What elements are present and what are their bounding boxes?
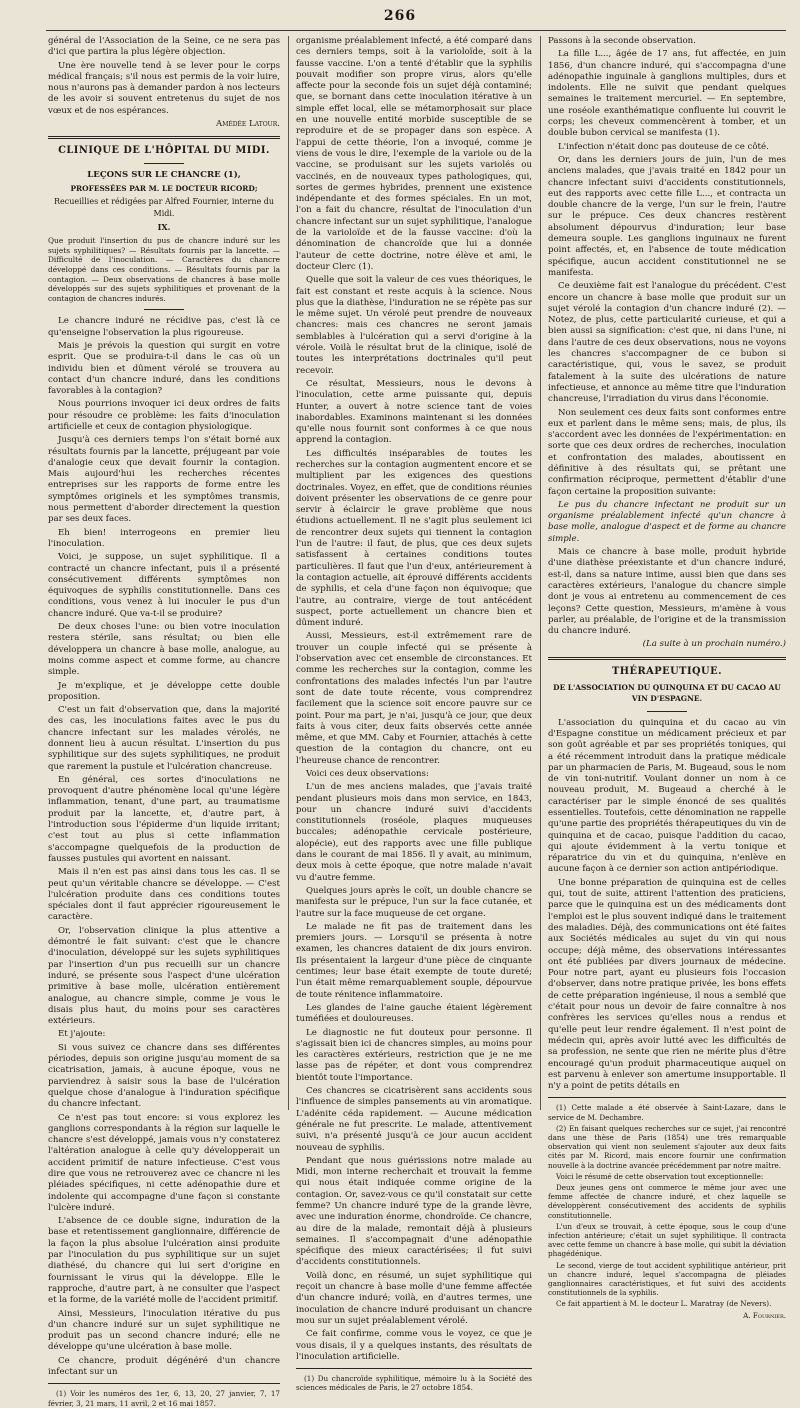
divider [144, 163, 184, 164]
paragraph: Passons à la seconde observation. [548, 36, 696, 46]
paragraph: L'association du quinquina et du cacao au vin d'Espagne constitue un médicament précieux et par son goût agréable et par ses propriétés toniques, qui a été récemment introduit dans la pratique médicale par un pharmacien de Paris, M. Bugeaud, sous le nom de vin toni-nutritif. Voulant donner un nom à ce nouveau produit, M. Bugeaud a cherché à le caractériser par le simple énoncé de ses qualités essentielles. Toutefois, cette dénomination ne rappelle qu'une partie des propriétés thérapeutiques du vin de quinquina et de cacao, puisque l'addition du cacao, qui ajoute évidemment à la vertu tonique et réparatrice du vin et du quinquina, n'enlève en aucune façon à ce dernier son action antipériodique. [548, 717, 786, 875]
paragraph: C'est un fait d'observation que, dans la majorité des cas, les inoculations faites avec le pus du chancre infectant sur les malades vérolés, ne donnent lieu à aucun résultat. L'insertion du pus syphilitique sur des sujets syphilitiques, ne produit que rarement la pustule et l'ulcération chancreuse. [48, 705, 280, 772]
paragraph: Le diagnostic ne fut douteux pour personne. Il s'agissait bien ici de chancres simples, au moins pour les caractères extérieurs, restriction que je ne me lasse pas de répéter, et dont vous comprendrez bientôt toute l'importance. [296, 1027, 532, 1083]
paragraph: Si vous suivez ce chancre dans ses différentes périodes, depuis son origine jusqu'au moment de sa cicatrisation, jamais, à aucune époque, vous ne parviendrez à saisir sous la base de l'ulcération quelque chose d'analogue à l'induration spécifique du chancre infectant. [48, 1042, 280, 1110]
divider [647, 711, 687, 712]
column-3 [548, 36, 786, 1320]
summary: Que produit l'insertion du pus de chancre induré sur les sujets syphilitiques? — Résultats fournis par la lancette. — Difficulté de l'inoculation. — Caractères du chancre développé dans ces conditions. — Résultats fournis par la contagion. — Deux observations de chancres à base molle développés sur des sujets syphilitiques et provenant de la contagion de chancres indurés. [48, 236, 280, 303]
footnote-text: Deux jeunes gens ont commerce le même jour avec une femme affectée de chancre induré, et chez laquelle se développèrent consécutivement des accidents de syphilis constitutionnelle. [548, 1183, 786, 1220]
section-title: CLINIQUE DE L'HÔPITAL DU MIDI. [58, 145, 270, 157]
paragraph: Le pus du chancre infectant ne produit sur un organisme préalablement infecté qu'un chancre à base molle, analogue d'aspect et de forme au chancre simple. [548, 499, 786, 544]
paragraph: Une bonne préparation de quinquina est de celles qui, tout de suite, attirent l'attention des praticiens, parce que le quinquina est un des médicaments dont l'emploi est le plus souvent indiqué dans le traitement des maladies. Déjà, des communications ont été faites aux Sociétés médicales au sujet du vin qui nous occupe; déjà même, des observations intéressantes ont été publiées par divers journaux de médecine. Pour notre part, ayant eu plusieurs fois l'occasion d'observer, dans notre pratique privée, les bons effets de cette préparation ingénieuse, il nous a semblé que c'était pour nous un devoir de faire connaître à nos confrères les services qu'elles nous a rendus et qu'elle peut leur rendre également. Il n'est point de médecin qui, après avoir lutté avec les difficultés de sa profession, ne sente que rien ne mérite plus d'être encouragé qu'un produit pharmaceutique auquel on est parvenu à enlever son amertume insupportable. Il n'y a point de petits détails en [548, 877, 786, 1092]
paragraph: Voici ces deux observations: [306, 769, 429, 779]
continued-note: (La suite à un prochain numéro.) [642, 639, 786, 650]
header-rule [46, 30, 786, 31]
paragraph: Les difficultés inséparables de toutes les recherches sur la contagion augmentent encore et se multiplient par les exigences des questions doctrinales. Voyez, en effet, que de conditions réunies doivent présenter les observations de ce genre pour servir à éclaircir le grave problème que nous étudions actuellement. Il ne s'agit plus seulement ici de rencontrer deux sujets qui tiennent la contagion l'un de l'autre: il faut, de plus, que ces deux sujets satisfassent à certaines conditions toutes particulières. Il faut que l'un d'eux, antérieurement à la contagion actuelle, ait éprouvé différents accidents de syphilis, et cela d'une façon non équivoque; que l'autre, au contraire, vierge de tout antécédent suspect, porte actuellement un chancre bien et dûment induré. [296, 448, 532, 629]
footnote-text: (1) Cette malade a été observée à Saint-Lazare, dans le service de M. Dechambre. [548, 1103, 786, 1122]
paragraph: Voici, je suppose, un sujet syphilitique. Il a contracté un chancre infectant, puis il a présenté consécutivement différents symptômes non équivoques de syphilis constitutionnelle. Dans ces conditions, vous venez à lui inoculer le pus d'un chancre induré. Que va-t-il se produire? [48, 552, 280, 619]
column-1 [48, 36, 280, 1408]
paragraph: L'infection n'était donc pas douteuse de ce côté. [558, 141, 769, 152]
section-title: THÉRAPEUTIQUE. [612, 665, 722, 677]
paragraph: L'un de mes anciens malades, que j'avais traité pendant plusieurs mois dans mon service, en 1843, pour un chancre induré suivi d'accidents constitutionnels (roséole, plaques muqueuses buccales; adénopathie cervicale postérieure, alopécie), eut des rapports avec une fille publique dans le courant de mai 1856. Il y avait, au minimum, deux mois à cette époque, que notre malade n'avait vu d'autre femme. [296, 782, 532, 883]
paragraph: organisme préalablement infecté, a été comparé dans ces derniers temps, soit à la varioloïde, soit à la fausse vaccine. L'on a tenté d'établir que la syphilis pouvait modifier son propre virus, alors qu'elle affecte pour la seconde fois un sujet déjà contaminé; que, se bornant dans cette inoculation itérative à un simple effet local, elle se métamorphosait sur place en une nouvelle entité morbide susceptible de se reproduire et de se propager dans son espèce. A l'appui de cette théorie, l'on a invoqué, comme je viens de vous le dire, l'exemple de la variole ou de la vaccine, se produisant sur les sujets variolés ou vaccinés, en de nouveaux types pathologiques, qui, sortes de germes hybrides, prennent une existence indépendante et des formes spéciales. En un mot, l'on a fait du chancre, résultat de l'inoculation d'un chancre infectant sur un sujet syphilitique, l'analogue de la varioloïde et de la fausse vaccine: d'où la dénomination de chancroïde que lui a donnée l'auteur de cette doctrine, notre élève et ami, le docteur Clerc (1). [296, 36, 532, 272]
column-divider [288, 36, 289, 1110]
footnote-text: (2) En faisant quelques recherches sur ce sujet, j'ai rencontré dans une thèse de Paris (1854) une très remarquable observation qui vient non seulement s'ajouter aux deux faits cités par M. Ricord, mais encore fournir une confirmation nouvelle à la doctrine avancée précédemment par notre maître. [548, 1123, 786, 1170]
paragraph: Ce fait confirme, comme vous le voyez, ce que je vous disais, il y a quelques instants, des résultats de l'inoculation artificielle. [296, 1329, 532, 1362]
paragraph: Ce résultat, Messieurs, nous le devons à l'inoculation, cette arme puissante qui, depuis Hunter, a ouvert à notre science tant de voies inabordables. Examinons maintenant si les données qu'elle nous fournit sont conformes à ce que nous apprend la contagion. [296, 378, 532, 446]
paragraph: Ce deuxième fait est l'analogue du précédent. C'est encore un chancre à base molle que produit sur un sujet vérolé la contagion d'un chancre induré (2). — Notez, de plus, cette particularité curieuse, et qui a bien aussi sa signification: c'est que, ni dans l'une, ni dans l'autre de ces deux observations, nous ne voyons les chancres s'accompagner de ce bubon si caractéristique, qui, vous le savez, se produit fatalement à la suite des ulcérations de nature infectieuse, et annonce au même titre que l'induration chancreuse, l'irradiation du virus dans l'économie. [548, 281, 786, 405]
paragraph: Voilà donc, en résumé, un sujet syphilitique qui reçoit un chancre à base molle d'une femme affectée d'un chancre induré; voilà, en d'autres termes, une inoculation de chancre induré produisant un chancre mou sur un sujet préalablement vérolé. [296, 1270, 532, 1326]
paragraph: Eh bien! interrogeons en premier lieu l'inoculation. [48, 527, 280, 549]
paragraph: Ce n'est pas tout encore: si vous explorez les ganglions correspondants à la région sur laquelle le chancre s'est développé, jamais vous n'y constaterez l'altération analogue à celle qu'y développerait un accident primitif de nature infectieuse. C'est vous dire que vous ne retrouverez avec ce chancre ni les pléiades spécifiques, ni cette adénopathie dure et indolente qui accompagne d'une façon si constante l'ulcère induré. [48, 1112, 280, 1213]
professor-line: PROFESSÉES PAR M. LE DOCTEUR RICORD; [70, 183, 258, 193]
paragraph: Les glandes de l'aine gauche étaient légèrement tuméfiées et douloureuses. [296, 1002, 532, 1025]
paragraph: Or, l'observation clinique la plus attentive a démontré le fait suivant: c'est que le chancre d'inoculation, développé sur les sujets syphilitiques par l'insertion d'un pus recueilli sur un chancre induré, se présente sous l'aspect d'une ulcération primitive à base molle, ulcération entièrement analogue, au chancre simple, comme je vous le disais plus haut, du moins pour ses caractères extérieurs. [48, 925, 280, 1027]
footnote-signature: A. Fournier. [743, 1310, 786, 1320]
column-2 [296, 36, 532, 1393]
divider [144, 309, 184, 310]
paragraph: Ainsi, Messieurs, l'inoculation itérative du pus d'un chancre induré sur un sujet syphilitique ne produit pas un second chancre induré; elle ne développe qu'une ulcération à base molle. [48, 1308, 280, 1353]
paragraph: Une ère nouvelle tend à se lever pour le corps médical français; s'il nous est permis de la voir luire, nous n'aurons pas à demander pardon à nos lecteurs de les avoir si souvent entretenus du sujet de nos vœux et de nos espérances. [48, 60, 280, 116]
lecture-title: LEÇONS SUR LE CHANCRE (1), [87, 169, 241, 180]
footnote-text: (1) Voir les numéros des 1er, 6, 13, 20, 27 janvier, 7, 17 février, 3, 21 mars, 11 avril, 2 et 16 mai 1857. [48, 1389, 280, 1408]
paragraph: Nous pourrions invoquer ici deux ordres de faits pour résoudre ce problème: les faits d'inoculation artificielle et ceux de contagion physiologique. [48, 399, 280, 432]
paragraph: Quelques jours après le coït, un double chancre se manifesta sur le prépuce, l'un sur la face cutanée, et l'autre sur la face muqueuse de cet organe. [296, 885, 532, 919]
footnote-text: (1) Du chancroïde syphilitique, mémoire lu à la Société des sciences médicales de Paris, le 27 octobre 1854. [296, 1374, 532, 1393]
paragraph: Mais je prévois la question qui surgit en votre esprit. Que se produira-t-il dans le cas où un individu bien et dûment vérolé se trouvera au contact d'un chancre induré, dans les conditions favorables à la contagion? [48, 340, 280, 397]
signature: Amédée Latour. [216, 119, 280, 130]
paragraph: Jusqu'à ces derniers temps l'on s'était borné aux résultats fournis par la lancette, préjugeant par voie d'analogie ceux que devait fournir la contagion. Mais aujourd'hui les recherches récentes entreprises sur les rapports de forme entre les symptômes originels et les symptômes transmis, nous permettent d'aborder directement la question par ses deux faces. [48, 435, 280, 525]
footnotes [548, 1103, 786, 1319]
footnote-rule [296, 1368, 532, 1369]
paragraph: Mais ce chancre à base molle, produit hybride d'une diathèse préexistante et d'un chancre induré, est-il, dans sa nature intime, aussi bien que dans ses caractères extérieurs, l'analogue du chancre simple dont je vous ai entretenu au commencement de ces leçons? Cette question, Messieurs, m'amène à vous parler, au préalable, de l'origine et de la transmission du chancre induré. [548, 547, 786, 637]
paragraph: Ces chancres se cicatrisèrent sans accidents sous l'influence de simples pansements au vin aromatique. L'adénite céda rapidement. — Aucune médication générale ne fut prescrite. Le malade, attentivement suivi, n'a présenté jusqu'à ce jour aucun accident nouveau de syphilis. [296, 1086, 532, 1153]
paragraph: Non seulement ces deux faits sont conformes entre eux et parlent dans le même sens; mais, de plus, ils s'accordent avec les données de l'expérimentation: en sorte que ces deux ordres de recherches, inoculation et confrontation des malades, aboutissent en définitive à des résultats qui, se prêtant une confirmation réciproque, permettent d'établir d'une façon certaine la proposition suivante: [548, 407, 786, 497]
paragraph: Je m'explique, et je développe cette double proposition. [48, 680, 280, 702]
paragraph: La fille L..., âgée de 17 ans, fut affectée, en juin 1856, d'un chancre induré, qui s'accompagna d'une adénopathie inguinale à ganglions multiples, durs et indolents. Elle ne suivit que pendant quelques semaines le traitement mercuriel. — En septembre, une roséole exanthématique confluente lui couvrit le corps; les cheveux commencèrent à tomber, et un double bubon cervical se manifesta (1). [548, 49, 786, 139]
editor-line: Recueillies et rédigées par Alfred Fournier, interne du Midi. [53, 197, 275, 218]
footnote-text: Voici le résumé de cette observation tout exceptionnelle: [556, 1171, 764, 1181]
section-divider [548, 657, 786, 660]
paragraph: En général, ces sortes d'inoculations ne provoquent d'autre phénomène local qu'une légère inflammation, tenant, d'une part, au traumatisme produit par la lancette, et, d'autre part, à l'introduction sous l'épiderme d'un liquide irritant; c'est tout au plus si cette inflammation s'accompagne quelquefois de la production de fausses pustules qui avortent en naissant. [48, 774, 280, 864]
footnote-rule [548, 1097, 786, 1098]
footnote-rule [48, 1383, 280, 1384]
paragraph: Mais il n'en est pas ainsi dans tous les cas. Il se peut qu'un véritable chancre se développe. — C'est l'ulcération produite dans ces conditions toutes spéciales dont il faut apprécier rigoureusement le caractère. [48, 867, 280, 923]
article-title: DE L'ASSOCIATION DU QUINQUINA ET DU CACAO AU VIN D'ESPAGNE. [553, 683, 781, 704]
paragraph: Et j'ajoute: [58, 1029, 106, 1040]
paragraph: Or, dans les derniers jours de juin, l'un de mes anciens malades, que j'avais traité en 1842 pour un chancre infectant suivi d'accidents constitutionnels, eut des rapports avec cette fille L..., et contracta un double chancre de la verge, l'un sur le frein, l'autre sur le prépuce. Ces deux chancres restèrent absolument dépourvus d'induration; leur base demeura souple. Les ganglions inguinaux ne furent point affectés, et, en l'absence de toute médication spécifique, aucun accident constitutionnel ne se manifesta. [548, 154, 786, 278]
paragraph: Le malade ne fit pas de traitement dans les premiers jours. — Lorsqu'il se présenta à notre examen, les chancres dataient de dix jours environ. Ils présentaient la largeur d'une pièce de cinquante centimes; leur base était exempte de toute dureté; l'un était même remarquablement souple, dépourvue de toute rénitence inflammatoire. [296, 921, 532, 1000]
footnote-text: Le second, vierge de tout accident syphilitique antérieur, prit un chancre induré, lequel s'accompagna de pléiades ganglionnaires caractéristiques, et fut suivi des accidents constitutionnels de la syphilis. [548, 1260, 786, 1298]
paragraph: Quelle que soit la valeur de ces vues théoriques, le fait est constant et reste acquis à la science. Nous plus que la diathèse, l'induration ne se répète pas sur le même sujet. Un vérolé peut prendre de nouveaux chancres: mais ces chancres ne seront jamais semblables à l'ulcération qui a servi d'origine à la vérole. Voilà le résultat brut de la clinique, isolé de toutes les interprétations doctrinales qu'il peut recevoir. [296, 275, 532, 376]
footnote [296, 1374, 532, 1392]
footnote-text: Ce fait appartient à M. le docteur L. Maratray (de Nevers). [556, 1299, 772, 1309]
footnote [48, 1389, 280, 1407]
column-divider [540, 36, 541, 1110]
lecture-number: IX. [157, 221, 171, 232]
footnote-text: L'un d'eux se trouvait, à cette époque, sous le coup d'une infection antérieure; c'était un sujet syphilitique. Il contracta avec cette femme un chancre à base molle, qui subit la déviation phagédénique. [548, 1221, 786, 1259]
paragraph: Aussi, Messieurs, est-il extrêmement rare de trouver un couple infecté qui se présente à l'observation avec cet ensemble de circonstances. Et comme les recherches sur la contagion, comme les confrontations des malades infectés l'un par l'autre sont de date toute récente, vous comprendrez facilement que la science soit encore pauvre sur ce point. Pour ma part, je n'ai, jusqu'à ce jour, que deux faits à vous citer, deux faits observés cette année même, et que MM. Caby et Fournier, attachés à cette question de la contagion du chancre, ont eu l'heureuse chance de rencontrer. [296, 631, 532, 766]
paragraph: L'absence de ce double signe, induration de la base et retentissement ganglionnaire, différencie de la façon la plus absolue l'ulcération ainsi produite par l'inoculation du pus syphilitique sur un sujet diathésé, du chancre qui lui sert d'origine en fournissant le virus qui la développe. Elle le rapproche, d'autre part, à ne consulter que l'aspect et la forme, de la variété molle de l'accident primitif. [48, 1216, 280, 1306]
page-number: 266 [383, 8, 417, 24]
paragraph: Le chancre induré ne récidive pas, c'est là ce qu'enseigne l'observation la plus rigoureuse. [48, 316, 280, 338]
section-divider [48, 136, 280, 139]
paragraph: Ce chancre, produit dégénéré d'un chancre infectant sur un [48, 1355, 280, 1378]
paragraph: général de l'Association de la Seine, ce ne sera pas d'ici que partira la plus légère objection. [48, 36, 280, 58]
paragraph: De deux choses l'une: ou bien votre inoculation restera stérile, sans résultat; ou bien elle développera un chancre à base molle, analogue, au moins comme aspect et comme forme, au chancre simple. [48, 622, 280, 678]
paragraph: Pendant que nous guérissions notre malade au Midi, mon interne recherchait et trouvait la femme qui nous était indiquée comme origine de la contagion. Or, savez-vous ce qu'il constatait sur cette femme? Un chancre induré type de la grande lèvre, avec une induration énorme, chondroïde. Ce chancre, au dire de la malade, remontait déjà à plusieurs semaines. Il s'accompagnait d'une adénopathie spécifique des mieux caractérisées; il fut suivi d'accidents constitutionnels. [296, 1155, 532, 1268]
